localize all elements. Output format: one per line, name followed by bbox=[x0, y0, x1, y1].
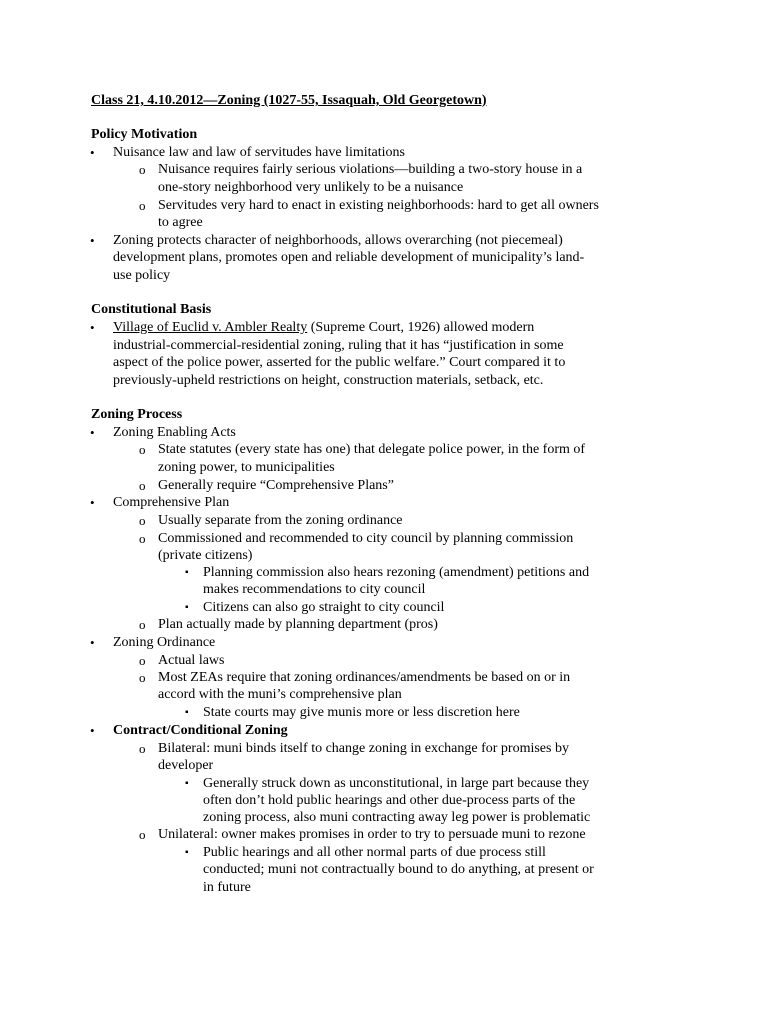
list-item: Bilateral: muni binds itself to change zoning in exchange for promises by bbox=[158, 741, 569, 756]
list-item: State statutes (every state has one) that delegate police power, in the form of bbox=[158, 442, 586, 457]
list-item: Zoning protects character of neighborhoods, allows overarching (not piecemeal) bbox=[113, 233, 563, 248]
bullet-marker: • bbox=[90, 635, 95, 650]
sub-sub-bullet-marker: ▪ bbox=[185, 567, 189, 578]
list-item: development plans, promotes open and reliable development of municipality’s land- bbox=[113, 250, 585, 265]
section-heading-process: Zoning Process bbox=[91, 407, 183, 422]
sub-bullet-marker: o bbox=[139, 531, 146, 546]
list-item: conducted; muni not contractually bound to do anything, at present or bbox=[203, 862, 594, 877]
list-item: Zoning Ordinance bbox=[113, 635, 216, 650]
list-item: (private citizens) bbox=[158, 548, 253, 563]
list-item: aspect of the police power, asserted for the public welfare.” Court compared it to bbox=[113, 355, 566, 370]
list-item: makes recommendations to city council bbox=[203, 582, 426, 597]
list-item: developer bbox=[158, 758, 214, 773]
list-item: Contract/Conditional Zoning bbox=[113, 723, 288, 738]
list-item: zoning process, also muni contracting away leg power is problematic bbox=[203, 810, 591, 825]
sub-bullet-marker: o bbox=[139, 513, 146, 528]
bullet-marker: • bbox=[90, 723, 95, 738]
list-item: State courts may give munis more or less discretion here bbox=[203, 705, 520, 720]
list-item: Usually separate from the zoning ordinance bbox=[158, 513, 403, 528]
list-item: often don’t hold public hearings and other due-process parts of the bbox=[203, 793, 576, 808]
list-item: in future bbox=[203, 880, 251, 895]
list-item: Nuisance law and law of servitudes have limitations bbox=[113, 145, 405, 160]
list-item: Actual laws bbox=[158, 653, 225, 668]
list-item: Planning commission also hears rezoning (amendment) petitions and bbox=[203, 565, 590, 580]
list-item: Zoning Enabling Acts bbox=[113, 425, 236, 440]
list-item: Generally require “Comprehensive Plans” bbox=[158, 478, 394, 493]
list-item: Unilateral: owner makes promises in order to try to persuade muni to rezone bbox=[158, 827, 586, 842]
section-heading-policy: Policy Motivation bbox=[91, 127, 198, 142]
sub-sub-bullet-marker: ▪ bbox=[185, 602, 189, 613]
list-item bbox=[113, 319, 534, 337]
list-item: Public hearings and all other normal parts of due process still bbox=[203, 845, 546, 860]
list-item: Generally struck down as unconstitutional, in large part because they bbox=[203, 776, 590, 791]
sub-bullet-marker: o bbox=[139, 617, 146, 632]
bullet-marker: • bbox=[90, 495, 95, 510]
list-item: Plan actually made by planning department (pros) bbox=[158, 617, 438, 632]
sub-sub-bullet-marker: ▪ bbox=[185, 707, 189, 718]
sub-bullet-marker: o bbox=[139, 741, 146, 756]
sub-bullet-marker: o bbox=[139, 670, 146, 685]
list-item: Nuisance requires fairly serious violations—building a two-story house in a bbox=[158, 162, 583, 177]
sub-bullet-marker: o bbox=[139, 162, 146, 177]
list-item: Comprehensive Plan bbox=[113, 495, 230, 510]
bullet-marker: • bbox=[90, 233, 95, 248]
sub-bullet-marker: o bbox=[139, 198, 146, 213]
document-title: Class 21, 4.10.2012—Zoning (1027-55, Issaquah, Old Georgetown) bbox=[91, 93, 487, 108]
list-item: to agree bbox=[158, 215, 203, 230]
section-heading-constitutional: Constitutional Basis bbox=[91, 302, 212, 317]
sub-sub-bullet-marker: ▪ bbox=[185, 847, 189, 858]
list-item: accord with the muni’s comprehensive plan bbox=[158, 687, 402, 702]
sub-bullet-marker: o bbox=[139, 478, 146, 493]
list-item: previously-upheld restrictions on height, construction materials, setback, etc. bbox=[113, 373, 544, 388]
list-item: Commissioned and recommended to city council by planning commission bbox=[158, 531, 574, 546]
sub-bullet-marker: o bbox=[139, 653, 146, 668]
list-item: Servitudes very hard to enact in existing neighborhoods: hard to get all owners bbox=[158, 198, 599, 213]
list-item: industrial-commercial-residential zoning, ruling that it has “justification in some bbox=[113, 338, 564, 353]
sub-bullet-marker: o bbox=[139, 442, 146, 457]
case-description: (Supreme Court, 1926) allowed modern bbox=[307, 320, 535, 335]
list-item: one-story neighborhood very unlikely to be a nuisance bbox=[158, 180, 464, 195]
case-name: Village of Euclid v. Ambler Realty bbox=[113, 320, 308, 335]
list-item: Citizens can also go straight to city council bbox=[203, 600, 445, 615]
sub-sub-bullet-marker: ▪ bbox=[185, 778, 189, 789]
list-item: zoning power, to municipalities bbox=[158, 460, 335, 475]
sub-bullet-marker: o bbox=[139, 827, 146, 842]
list-item: Most ZEAs require that zoning ordinances/amendments be based on or in bbox=[158, 670, 571, 685]
bullet-marker: • bbox=[90, 145, 95, 160]
list-item: use policy bbox=[113, 268, 171, 283]
bullet-marker: • bbox=[90, 425, 95, 440]
bullet-marker: • bbox=[90, 320, 95, 335]
